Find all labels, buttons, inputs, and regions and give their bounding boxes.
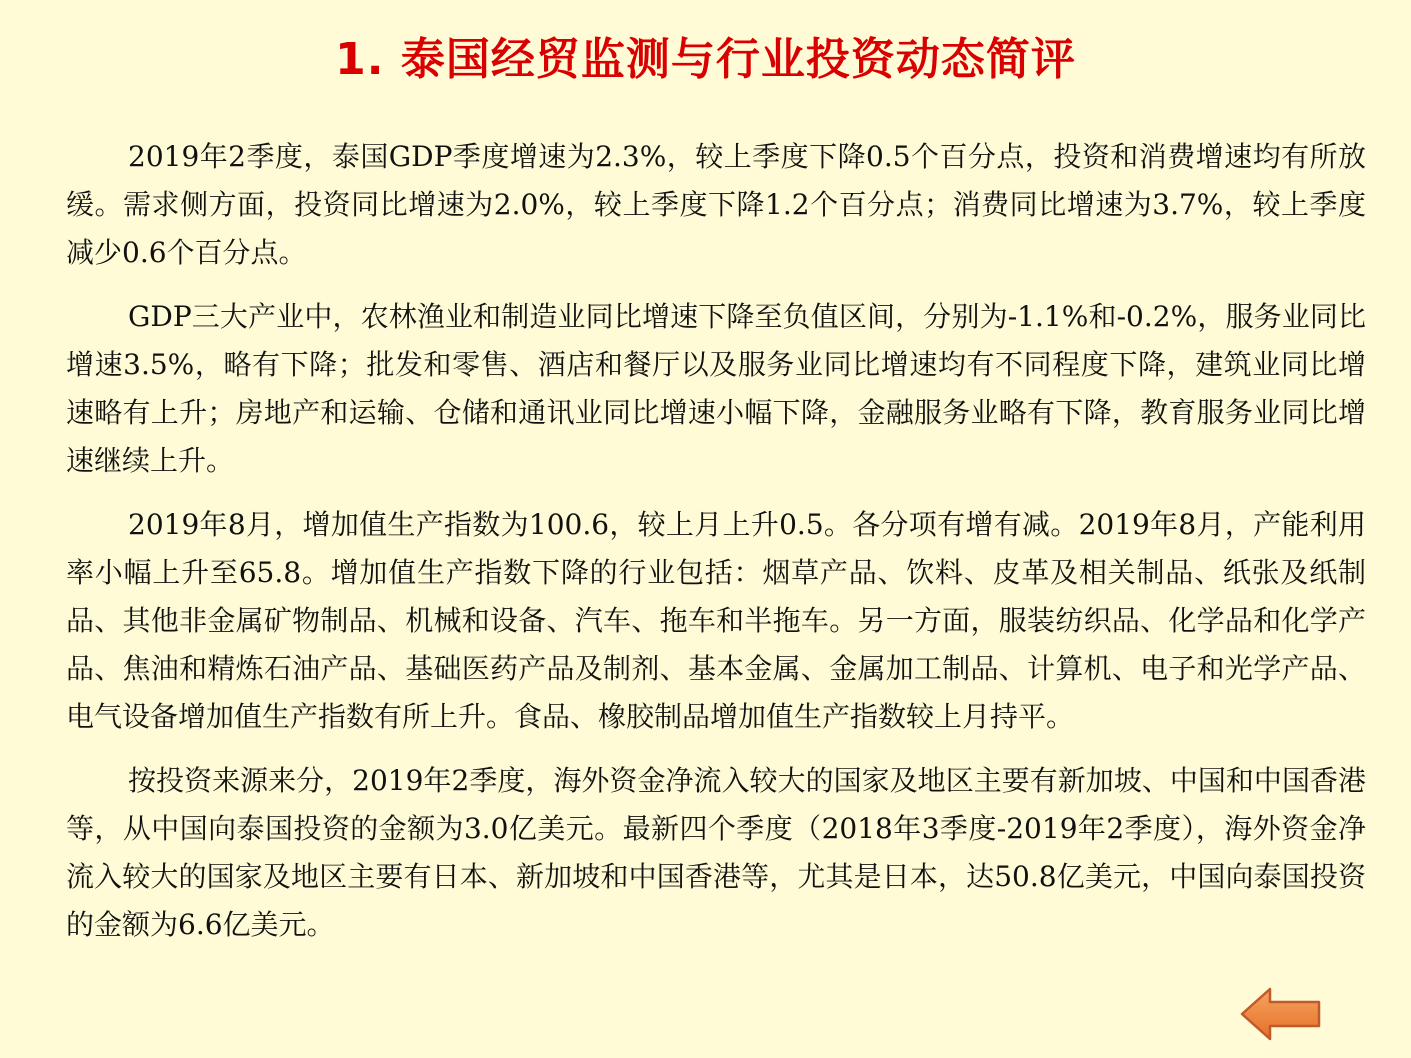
left-arrow-icon	[1240, 986, 1322, 1042]
paragraph-production-index: 2019年8月，增加值生产指数为100.6，较上月上升0.5。各分项有增有减。2019年8月，产能利用率小幅上升至65.8。增加值生产指数下降的行业包括：烟草产品、饮料、皮革及相关制品、纸张及纸制品、其他非金属矿物制品、机械和设备、汽车、拖车和半拖车。另一方面，服装纺织品、化学品和化学产品、焦油和精炼石油产品、基础医药产品及制剂、基本金属、金属加工制品、计算机、电子和光学产品、电气设备增加值生产指数有所上升。食品、橡胶制品增加值生产指数较上月持平。	[66, 508, 1366, 733]
paragraph-investment-sources: 按投资来源来分，2019年2季度，海外资金净流入较大的国家及地区主要有新加坡、中国和中国香港等，从中国向泰国投资的金额为3.0亿美元。最新四个季度（2018年3季度-2019年2季度），海外资金净流入较大的国家及地区主要有日本、新加坡和中国香港等，尤其是日本，达50.8亿美元，中国向泰国投资的金额为6.6亿美元。	[66, 764, 1366, 941]
paragraph-industries: GDP三大产业中，农林渔业和制造业同比增速下降至负值区间，分别为-1.1%和-0.2%，服务业同比增速3.5%，略有下降；批发和零售、酒店和餐厅以及服务业同比增速均有不同程度下降，建筑业同比增速略有上升；房地产和运输、仓储和通讯业同比增速小幅下降，金融服务业略有下降，教育服务业同比增速继续上升。	[66, 300, 1366, 477]
back-button[interactable]	[1240, 986, 1322, 1042]
slide-body	[66, 133, 1366, 965]
slide-title: 1. 泰国经贸监测与行业投资动态简评	[335, 34, 1076, 85]
paragraph-gdp: 2019年2季度，泰国GDP季度增速为2.3%，较上季度下降0.5个百分点，投资和消费增速均有所放缓。需求侧方面，投资同比增速为2.0%，较上季度下降1.2个百分点；消费同比增速为3.7%，较上季度减少0.6个百分点。	[66, 140, 1366, 269]
